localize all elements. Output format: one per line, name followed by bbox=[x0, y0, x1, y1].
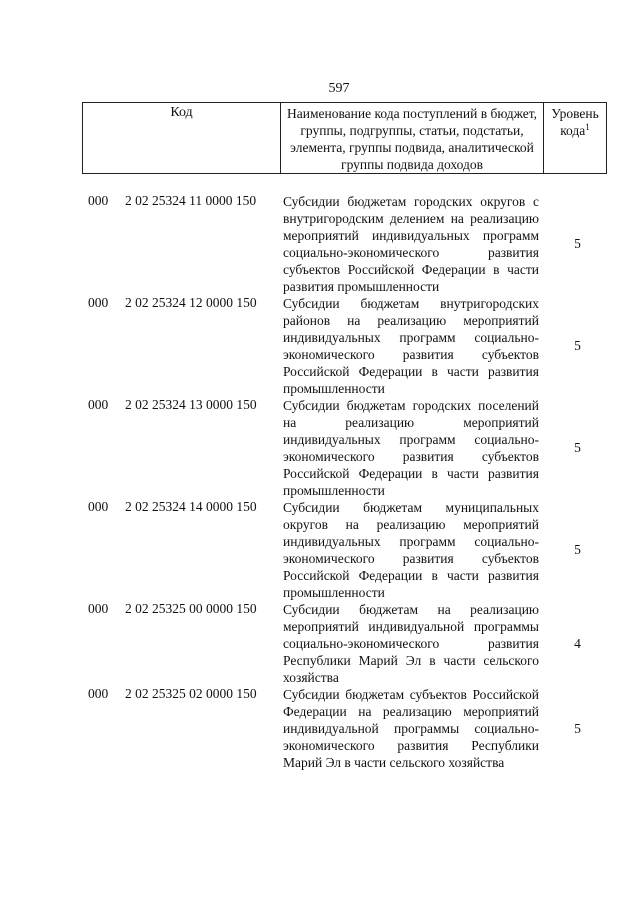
table-body bbox=[0, 193, 640, 771]
table-row bbox=[0, 193, 640, 295]
row-code: 2 02 25325 00 0000 150 bbox=[125, 601, 257, 616]
row-name: Субсидии бюджетам муниципальных округов на реализацию мероприятий индивидуальных программ социально-экономического развития субъектов Российской Федерации в части развития промышленности bbox=[283, 500, 539, 600]
row-code: 2 02 25324 13 0000 150 bbox=[125, 397, 257, 412]
row-level: 5 bbox=[574, 440, 581, 455]
row-name: Субсидии бюджетам городских округов с внутригородским делением на реализацию мероприятий индивидуальных программ социально-экономического развития субъектов Российской Федерации в части развития промышленности bbox=[283, 194, 539, 294]
row-name: Субсидии бюджетам внутригородских районов на реализацию мероприятий индивидуальных программ социально-экономического развития субъектов Российской Федерации в части развития промышленности bbox=[283, 296, 539, 396]
table-header bbox=[82, 102, 607, 174]
row-code: 2 02 25324 11 0000 150 bbox=[125, 193, 257, 208]
table-row bbox=[0, 601, 640, 686]
table-row bbox=[0, 397, 640, 499]
row-code: 2 02 25325 02 0000 150 bbox=[125, 686, 257, 701]
row-code: 2 02 25324 14 0000 150 bbox=[125, 499, 257, 514]
row-name: Субсидии бюджетам городских поселений на реализацию мероприятий индивидуальных программ социально-экономического развития субъектов Российской Федерации в части развития промышленности bbox=[283, 398, 539, 498]
row-prefix: 000 bbox=[88, 686, 109, 701]
row-prefix: 000 bbox=[88, 295, 109, 310]
row-prefix: 000 bbox=[88, 193, 109, 208]
header-name: Наименование кода поступлений в бюджет, группы, подгруппы, статьи, подстатьи, элемента, группы подвида, аналитической группы подвида доходов bbox=[281, 103, 544, 173]
row-prefix: 000 bbox=[88, 397, 109, 412]
header-level-footnote: 1 bbox=[585, 122, 590, 132]
row-name: Субсидии бюджетам субъектов Российской Федерации на реализацию мероприятий индивидуальной программы социально-экономического развития Республики Марий Эл в части сельского хозяйства bbox=[283, 687, 539, 770]
row-name: Субсидии бюджетам на реализацию мероприятий индивидуальной программы социально-экономического развития Республики Марий Эл в части сельского хозяйства bbox=[283, 602, 539, 685]
page-number: 597 bbox=[328, 81, 350, 96]
row-prefix: 000 bbox=[88, 601, 109, 616]
row-level: 5 bbox=[574, 542, 581, 557]
table-row bbox=[0, 499, 640, 601]
table-row bbox=[0, 686, 640, 771]
table-row bbox=[0, 295, 640, 397]
header-level bbox=[544, 103, 606, 173]
row-level: 5 bbox=[574, 236, 581, 251]
row-prefix: 000 bbox=[88, 499, 109, 514]
row-level: 4 bbox=[574, 635, 581, 651]
header-level-label: Уровень кода bbox=[551, 106, 599, 138]
row-level: 5 bbox=[574, 720, 581, 736]
header-code: Код bbox=[83, 103, 281, 173]
row-code: 2 02 25324 12 0000 150 bbox=[125, 295, 257, 310]
row-level: 5 bbox=[574, 338, 581, 353]
